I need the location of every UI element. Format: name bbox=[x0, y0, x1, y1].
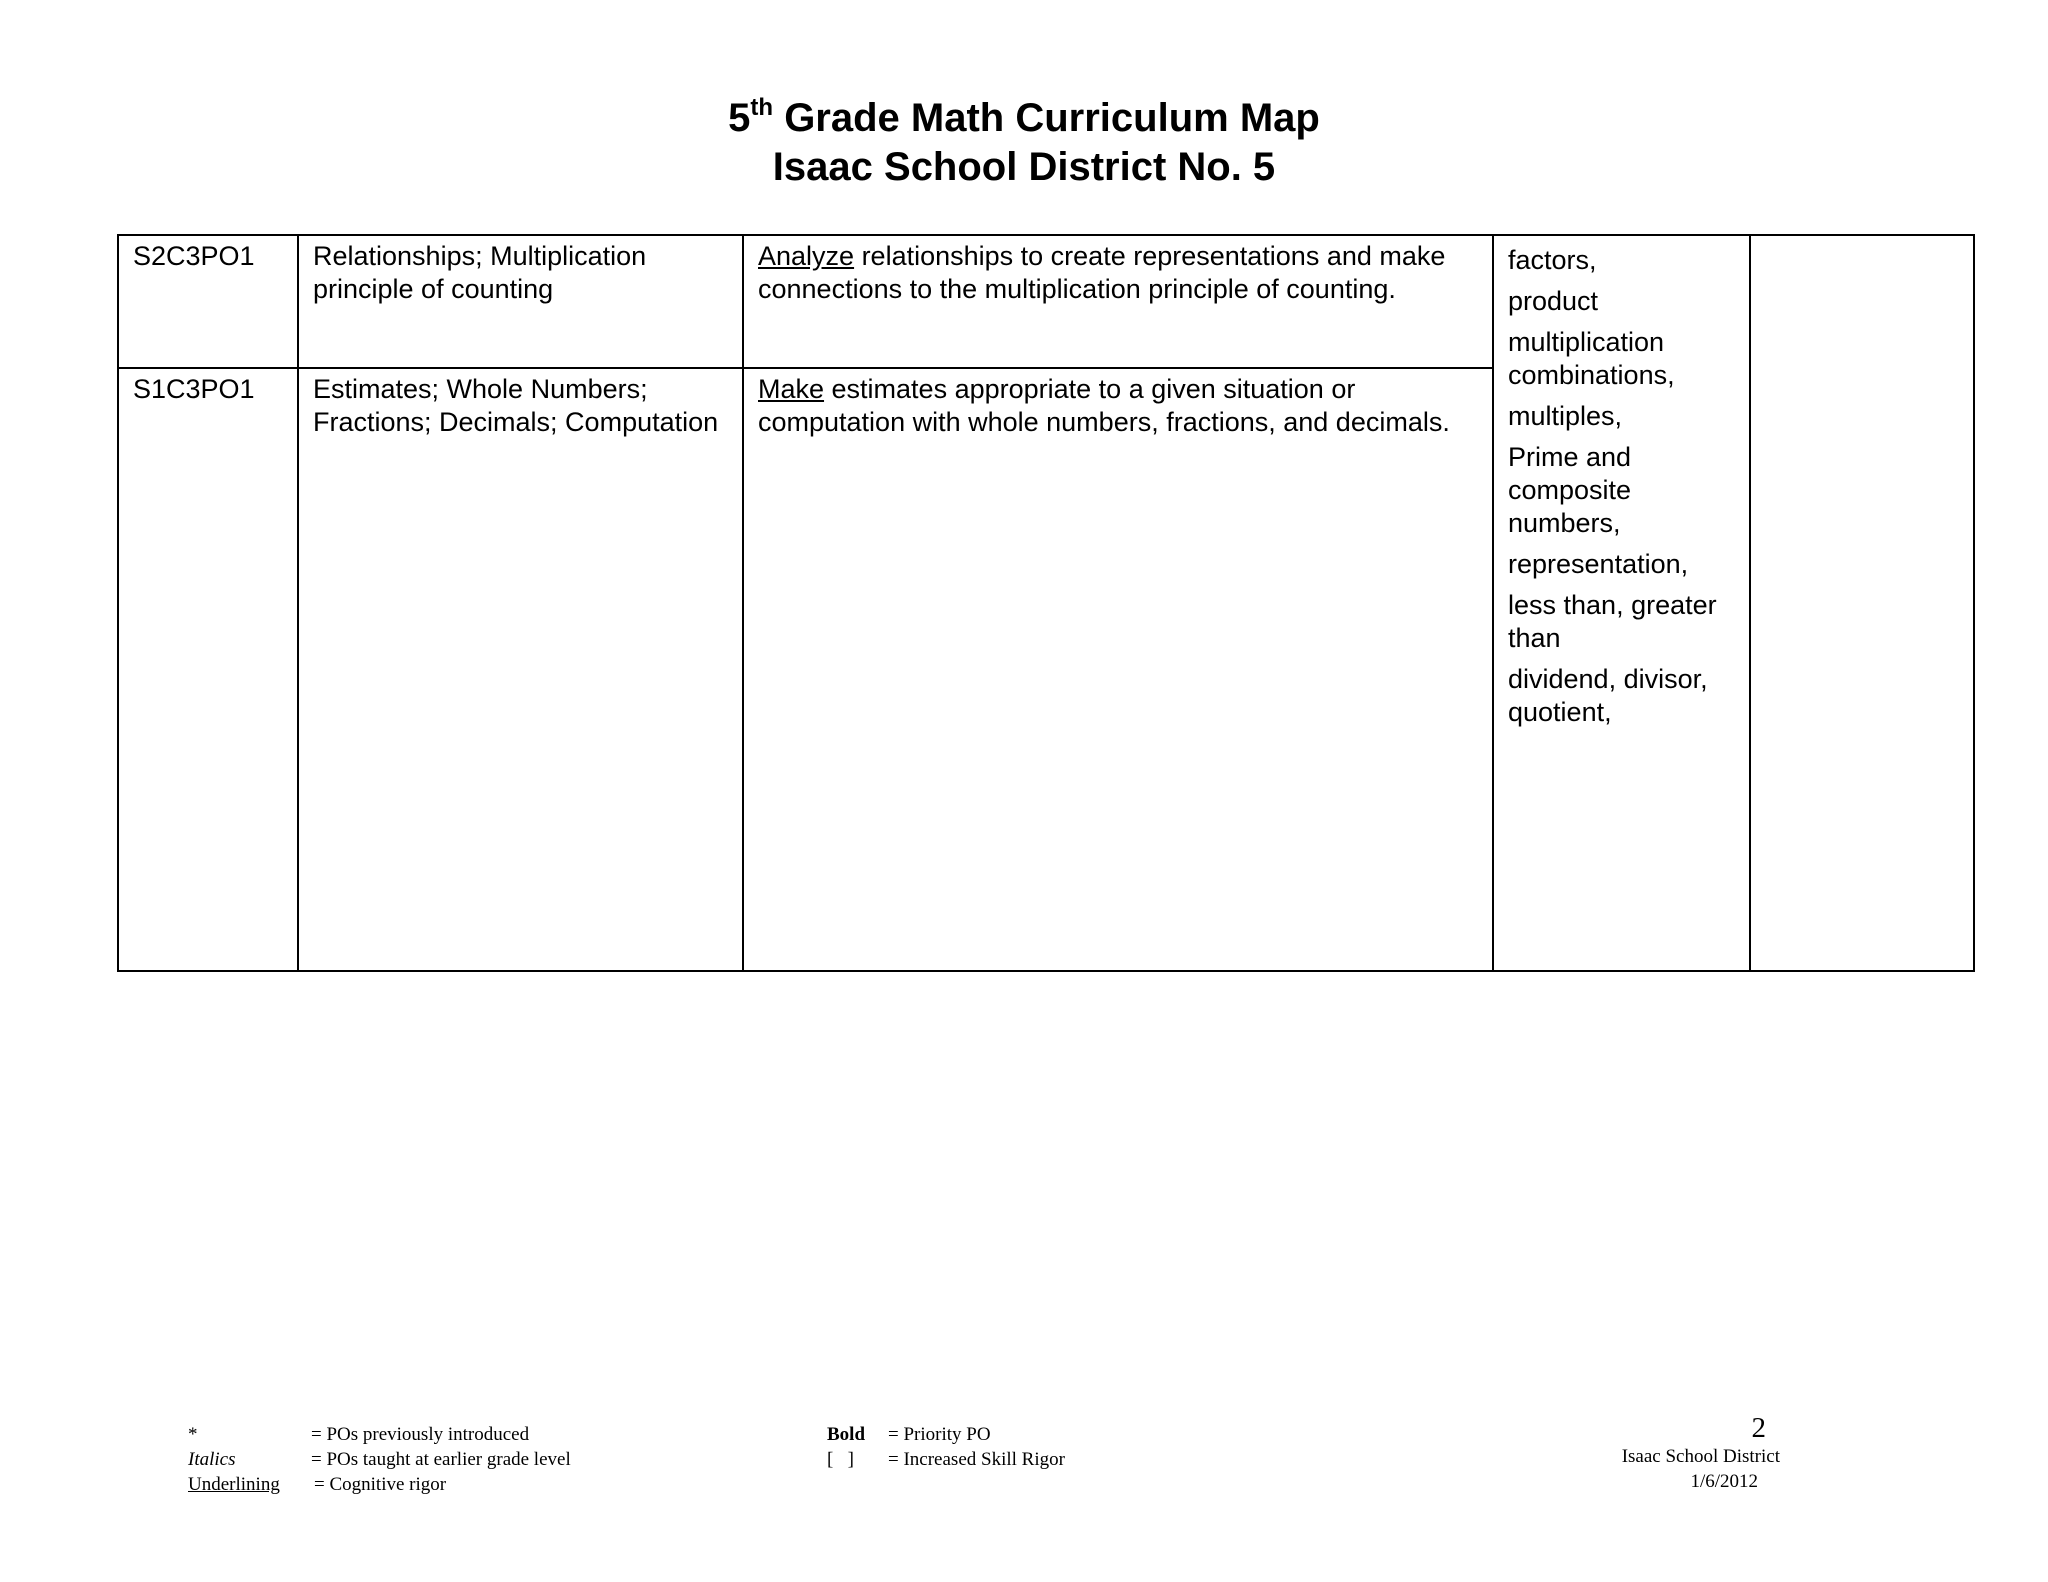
legend-left bbox=[188, 1422, 708, 1502]
legend-key: * bbox=[188, 1424, 198, 1445]
legend-row bbox=[188, 1422, 708, 1447]
table-row bbox=[118, 235, 1974, 368]
page-info bbox=[1560, 1412, 1780, 1494]
objective-verb: Analyze bbox=[758, 241, 855, 271]
page-title bbox=[0, 94, 2048, 192]
resources-cell bbox=[1750, 235, 1974, 971]
vocab-item: less than, greater than bbox=[1508, 590, 1717, 653]
legend-key: Bold bbox=[827, 1424, 866, 1445]
legend-value: = POs taught at earlier grade level bbox=[311, 1449, 571, 1470]
vocab-item: dividend, divisor, quotient, bbox=[1508, 664, 1708, 727]
footer-district: Isaac School District bbox=[1621, 1446, 1780, 1467]
legend-key: Underlining bbox=[188, 1474, 280, 1495]
curriculum-table bbox=[117, 234, 1975, 972]
footer-date: 1/6/2012 bbox=[1690, 1471, 1758, 1492]
page-subtitle: Isaac School District No. 5 bbox=[772, 145, 1276, 189]
title-rest: Grade Math Curriculum Map bbox=[773, 96, 1320, 140]
po-code-cell bbox=[118, 368, 298, 971]
vocabulary-cell bbox=[1493, 235, 1750, 971]
legend-key: Italics bbox=[188, 1449, 236, 1470]
topic-text: Estimates; Whole Numbers; Fractions; Decimals; Computation bbox=[313, 374, 719, 437]
legend-row bbox=[827, 1447, 1227, 1472]
legend-value: = Priority PO bbox=[888, 1424, 991, 1445]
po-code: S1C3PO1 bbox=[133, 374, 255, 404]
objective-text: relationships to create representations and make connections to the multiplication principle of counting. bbox=[758, 241, 1446, 304]
title-line-1 bbox=[0, 94, 2048, 143]
objective-cell bbox=[743, 368, 1493, 971]
legend-value: = POs previously introduced bbox=[311, 1424, 530, 1445]
po-code: S2C3PO1 bbox=[133, 241, 255, 271]
legend-key: [ ] bbox=[827, 1449, 854, 1470]
topic-cell bbox=[298, 235, 743, 368]
vocab-item: multiples, bbox=[1508, 401, 1623, 431]
vocab-item: product bbox=[1508, 286, 1599, 316]
vocab-item: Prime and composite numbers, bbox=[1508, 442, 1632, 538]
objective-verb: Make bbox=[758, 374, 825, 404]
title-grade: 5 bbox=[728, 96, 751, 140]
vocab-item: representation, bbox=[1508, 549, 1689, 579]
legend-row bbox=[827, 1422, 1227, 1447]
title-suffix: th bbox=[750, 93, 774, 121]
legend-middle bbox=[827, 1422, 1227, 1482]
vocab-item: factors, bbox=[1508, 245, 1597, 275]
topic-text: Relationships; Multiplication principle of counting bbox=[313, 241, 647, 304]
page-number: 2 bbox=[1751, 1412, 1766, 1444]
vocab-item: multiplication combinations, bbox=[1508, 327, 1675, 390]
legend-row bbox=[188, 1447, 708, 1472]
legend-value: = Cognitive rigor bbox=[314, 1474, 447, 1495]
objective-text: estimates appropriate to a given situation or computation with whole numbers, fractions, and decimals. bbox=[758, 374, 1450, 437]
topic-cell bbox=[298, 368, 743, 971]
objective-cell bbox=[743, 235, 1493, 368]
legend-row bbox=[188, 1472, 708, 1497]
po-code-cell bbox=[118, 235, 298, 368]
legend-value: = Increased Skill Rigor bbox=[888, 1449, 1065, 1470]
